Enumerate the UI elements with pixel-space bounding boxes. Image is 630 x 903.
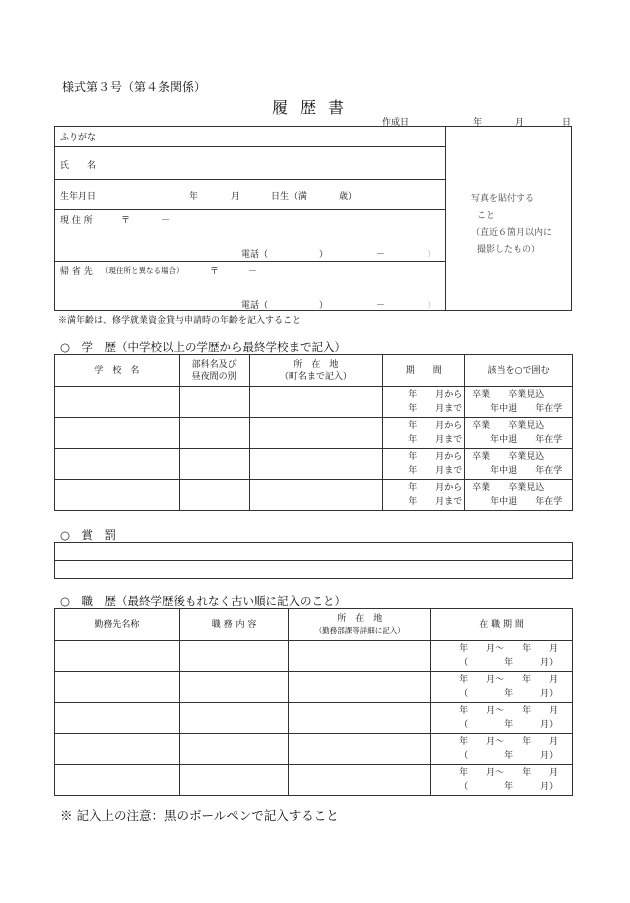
school-name-cell[interactable] [55,480,180,511]
department-cell[interactable] [179,449,249,480]
employer-cell[interactable] [55,765,180,796]
home-phone-close: ） [319,301,329,311]
status-cell: 卒業 卒業見込 年中退 年在学 [465,418,573,449]
department-cell[interactable] [179,387,249,418]
work-table [54,608,573,796]
school-name-cell[interactable] [55,387,180,418]
duty-cell[interactable] [179,641,289,672]
address-label: 現 住 所 [60,216,93,226]
table-row [55,387,573,418]
home-postal-mark: 〒 [210,267,220,277]
work-section-title: ○ 職 歴（最終学歴後もれなく古い順に記入のこと） [60,594,347,608]
personal-info-block [54,126,572,311]
birth-month-label: 月 [231,192,241,202]
education-table [54,354,573,511]
created-month: 月 [515,118,525,128]
table-row [55,543,573,561]
school-name-cell[interactable] [55,418,180,449]
duty-cell[interactable] [179,703,289,734]
created-date-label: 作成日 [382,118,410,128]
birth-day-age-label: 日生（満 [271,192,308,202]
home-phone-label: 電話（ [241,301,269,311]
period-cell: 年 月から 年 月まで [383,418,465,449]
status-cell: 卒業 卒業見込 年中退 年在学 [465,449,573,480]
location-cell[interactable] [249,480,383,511]
work-header-row [55,609,573,641]
duty-cell[interactable] [179,672,289,703]
address-phone-label: 電話（ [241,250,269,260]
col-work-period: 在 職 期 間 [431,609,573,641]
table-row [55,449,573,480]
home-postal-dash: － [248,267,258,277]
col-period: 期 間 [383,355,465,387]
school-name-cell[interactable] [55,449,180,480]
table-row [55,561,573,579]
birth-date-label: 生年月日 [60,192,97,202]
location-cell[interactable] [249,418,383,449]
col-work-location: 所 在 地 （勤務部課等詳細に記入） [289,609,431,641]
col-employer: 勤務先名称 [55,609,180,641]
postal-mark: 〒 [121,216,131,226]
furigana-label: ふりがな [60,133,97,143]
col-location: 所 在 地 （町名まで記入） [249,355,383,387]
education-header-row [55,355,573,387]
col-department: 部科名及び 昼夜間の別 [179,355,249,387]
table-row [55,418,573,449]
entry-notice: ※ 記入上の注意：黒のボールペンで記入すること [60,808,339,823]
department-cell[interactable] [179,480,249,511]
photo-instructions: 写真を貼付する こと （直近６箇月以内に 撮影したもの） [471,194,553,255]
col-status: 該当を○で囲む [465,355,573,387]
table-row [55,641,573,672]
work-location-cell[interactable] [289,703,431,734]
employer-cell[interactable] [55,734,180,765]
address-phone-close-2: ） [427,250,437,260]
work-location-cell[interactable] [289,765,431,796]
home-label: 帰 省 先 [60,267,93,277]
work-location-cell[interactable] [289,672,431,703]
period-cell: 年 月から 年 月まで [383,480,465,511]
work-period-cell: 年 月～ 年 月 （ 年 月） [431,641,573,672]
name-field[interactable] [115,148,435,176]
status-cell: 卒業 卒業見込 年中退 年在学 [465,480,573,511]
education-section-title: ○ 学 歴（中学校以上の学歴から最終学校まで記入） [60,340,347,354]
period-cell: 年 月から 年 月まで [383,449,465,480]
col-school-name: 学 校 名 [55,355,180,387]
employer-cell[interactable] [55,641,180,672]
birth-year-label: 年 [189,192,199,202]
age-unit-label: 歳） [339,192,358,202]
postal-dash: － [161,216,171,226]
award-cell[interactable] [55,543,573,561]
duty-cell[interactable] [179,765,289,796]
document-title: 履歴書 [272,98,357,117]
home-note: （現住所と異なる場合） [101,266,184,275]
address-phone-close: ） [319,250,329,260]
created-year: 年 [473,118,483,128]
form-number: 様式第３号（第４条関係） [62,80,207,94]
awards-section-title: ○ 賞 罰 [60,528,117,542]
work-period-cell: 年 月～ 年 月 （ 年 月） [431,703,573,734]
employer-cell[interactable] [55,672,180,703]
period-cell: 年 月から 年 月まで [383,387,465,418]
work-period-cell: 年 月～ 年 月 （ 年 月） [431,672,573,703]
location-cell[interactable] [249,449,383,480]
col-duty: 職 務 内 容 [179,609,289,641]
table-row [55,480,573,511]
work-location-cell[interactable] [289,641,431,672]
work-period-cell: 年 月～ 年 月 （ 年 月） [431,734,573,765]
home-phone-close-2: ） [427,301,437,311]
table-row [55,703,573,734]
work-period-cell: 年 月～ 年 月 （ 年 月） [431,765,573,796]
created-day: 日 [562,118,572,128]
status-cell: 卒業 卒業見込 年中退 年在学 [465,387,573,418]
department-cell[interactable] [179,418,249,449]
location-cell[interactable] [249,387,383,418]
work-location-cell[interactable] [289,734,431,765]
awards-table [54,542,573,579]
table-row [55,765,573,796]
age-note: ※満年齢は、修学就業資金貸与申請時の年齢を記入すること [58,316,302,326]
award-cell[interactable] [55,561,573,579]
duty-cell[interactable] [179,734,289,765]
home-phone-dash: － [376,301,386,311]
table-row [55,734,573,765]
table-row [55,672,573,703]
name-label: 氏 名 [60,161,97,171]
address-phone-dash: － [376,250,386,260]
employer-cell[interactable] [55,703,180,734]
